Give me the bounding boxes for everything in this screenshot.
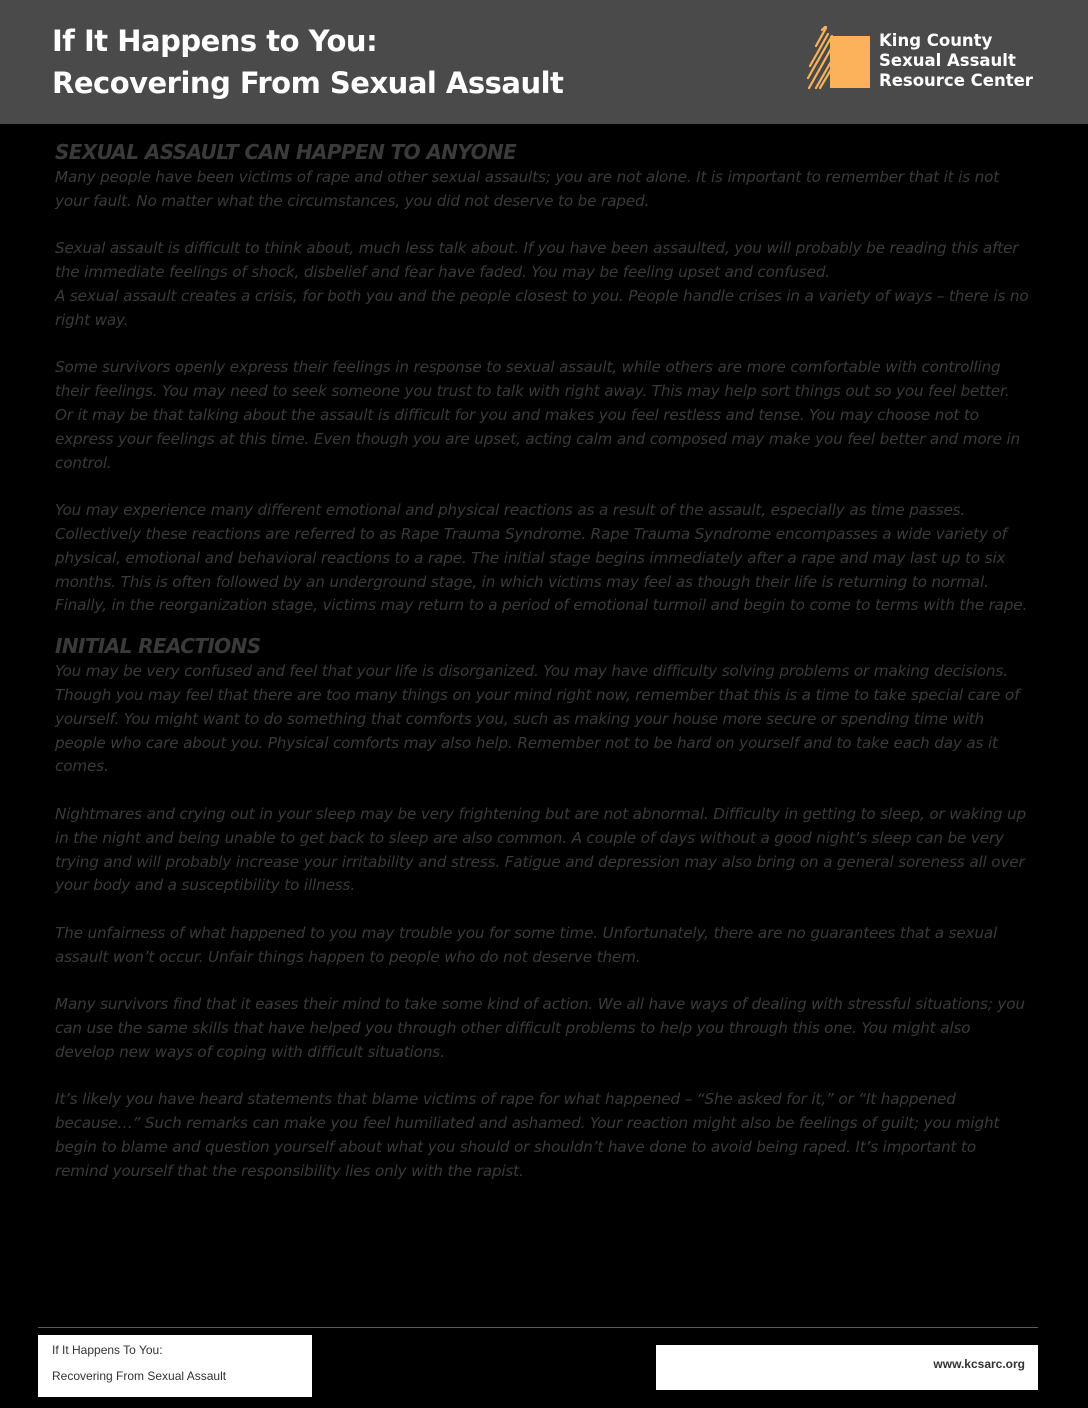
footer-title-line-2: Recovering From Sexual Assault (52, 1369, 227, 1383)
org-name-line-2: Sexual Assault (879, 51, 1016, 70)
paragraph: A sexual assault creates a crisis, for both you and the people closest to you. People handle crises in a variety of ways – there is no right way. (55, 286, 1029, 329)
paragraph: Many people have been victims of rape and other sexual assaults; you are not alone. It is important to remember that it is not your fault. No matter what the circumstances, you did not deserve to be raped. (55, 168, 1000, 210)
paragraph: Nightmares and crying out in your sleep may be very frightening but are not abnormal. Difficulty in getting to sleep, or waking up in the night and being unable to get back to sleep are also common. A couple of days without a good night’s sleep can be very trying and will probably increase your irritability and stress. Fatigue and depression may also bring on a general soreness all over your body and a susceptibility to illness. (55, 804, 1026, 895)
document-body (55, 138, 1030, 1184)
footer-title-box (38, 1335, 312, 1397)
org-name-line-1: King County (879, 31, 993, 50)
kcsarc-logo-icon (806, 26, 872, 92)
paragraph: The unfairness of what happened to you may trouble you for some time. Unfortunately, there are no guarantees that a sexual assault won’t occur. Unfair things happen to people who do not deserve them. (55, 923, 998, 966)
document-title-line-1: If It Happens to You: (52, 24, 378, 58)
section-heading-initial-reactions: INITIAL REACTIONS (55, 634, 261, 659)
org-name-line-3: Resource Center (879, 71, 1033, 90)
website-link[interactable]: www.kcsarc.org (933, 1357, 1025, 1371)
footer-url-box (656, 1345, 1038, 1390)
footer-title-line-1: If It Happens To You: (52, 1343, 163, 1357)
document-title-line-2: Recovering From Sexual Assault (52, 66, 564, 100)
page-header (0, 0, 1088, 124)
paragraph: You may be very confused and feel that your life is disorganized. You may have difficulty solving problems or making decisions. Though you may feel that there are too many things on your mind right now, remember that this is a time to take special care of yourself. You might want to do something that comforts you, such as making your house more secure or spending time with people who care about you. Physical comforts may also help. Remember not to be hard on yourself and to take each day as it comes. (55, 662, 1020, 776)
paragraph: You may experience many different emotional and physical reactions as a result of the assault, especially as time passes. Collectively these reactions are referred to as Rape Trauma Syndrome. Rape Trauma Syndrome encompasses a wide variety of physical, emotional and behavioral reactions to a rape. The initial stage begins immediately after a rape and may last up to six months. This is often followed by an underground stage, in which victims may feel as though their life is returning to normal. Finally, in the reorganization stage, victims may return to a period of emotional turmoil and begin to come to terms with the rape. (55, 501, 1028, 615)
paragraph: It’s likely you have heard statements that blame victims of rape for what happened – “She asked for it,” or “It happened because…” Such remarks can make you feel humiliated and ashamed. Your reaction might also be feelings of guilt; you might begin to blame and question yourself about what you should or shouldn’t have done to avoid being raped. It’s important to remind yourself that the responsibility lies only with the rapist. (55, 1090, 1000, 1180)
paragraph: Sexual assault is difficult to think about, much less talk about. If you have been assaulted, you will probably be reading this after the immediate feelings of shock, disbelief and fear have faded. You may be feeling upset and confused. (55, 239, 1019, 282)
paragraph: Many survivors find that it eases their mind to take some kind of action. We all have ways of dealing with stressful situations; you can use the same skills that have helped you through other difficult problems to help you through this one. You might also develop new ways of coping with difficult situations. (55, 995, 1025, 1061)
section-heading-anyone: SEXUAL ASSAULT CAN HAPPEN TO ANYONE (55, 140, 517, 164)
paragraph: Some survivors openly express their feelings in response to sexual assault, while others are more comfortable with controlling their feelings. You may need to seek someone you trust to talk with right away. This may help sort things out so you feel better. Or it may be that talking about the assault is difficult for you and makes you feel restless and tense. You may choose not to express your feelings at this time. Even though you are upset, acting calm and composed may make you feel better and more in control. (55, 358, 1021, 472)
footer-divider (38, 1327, 1038, 1328)
